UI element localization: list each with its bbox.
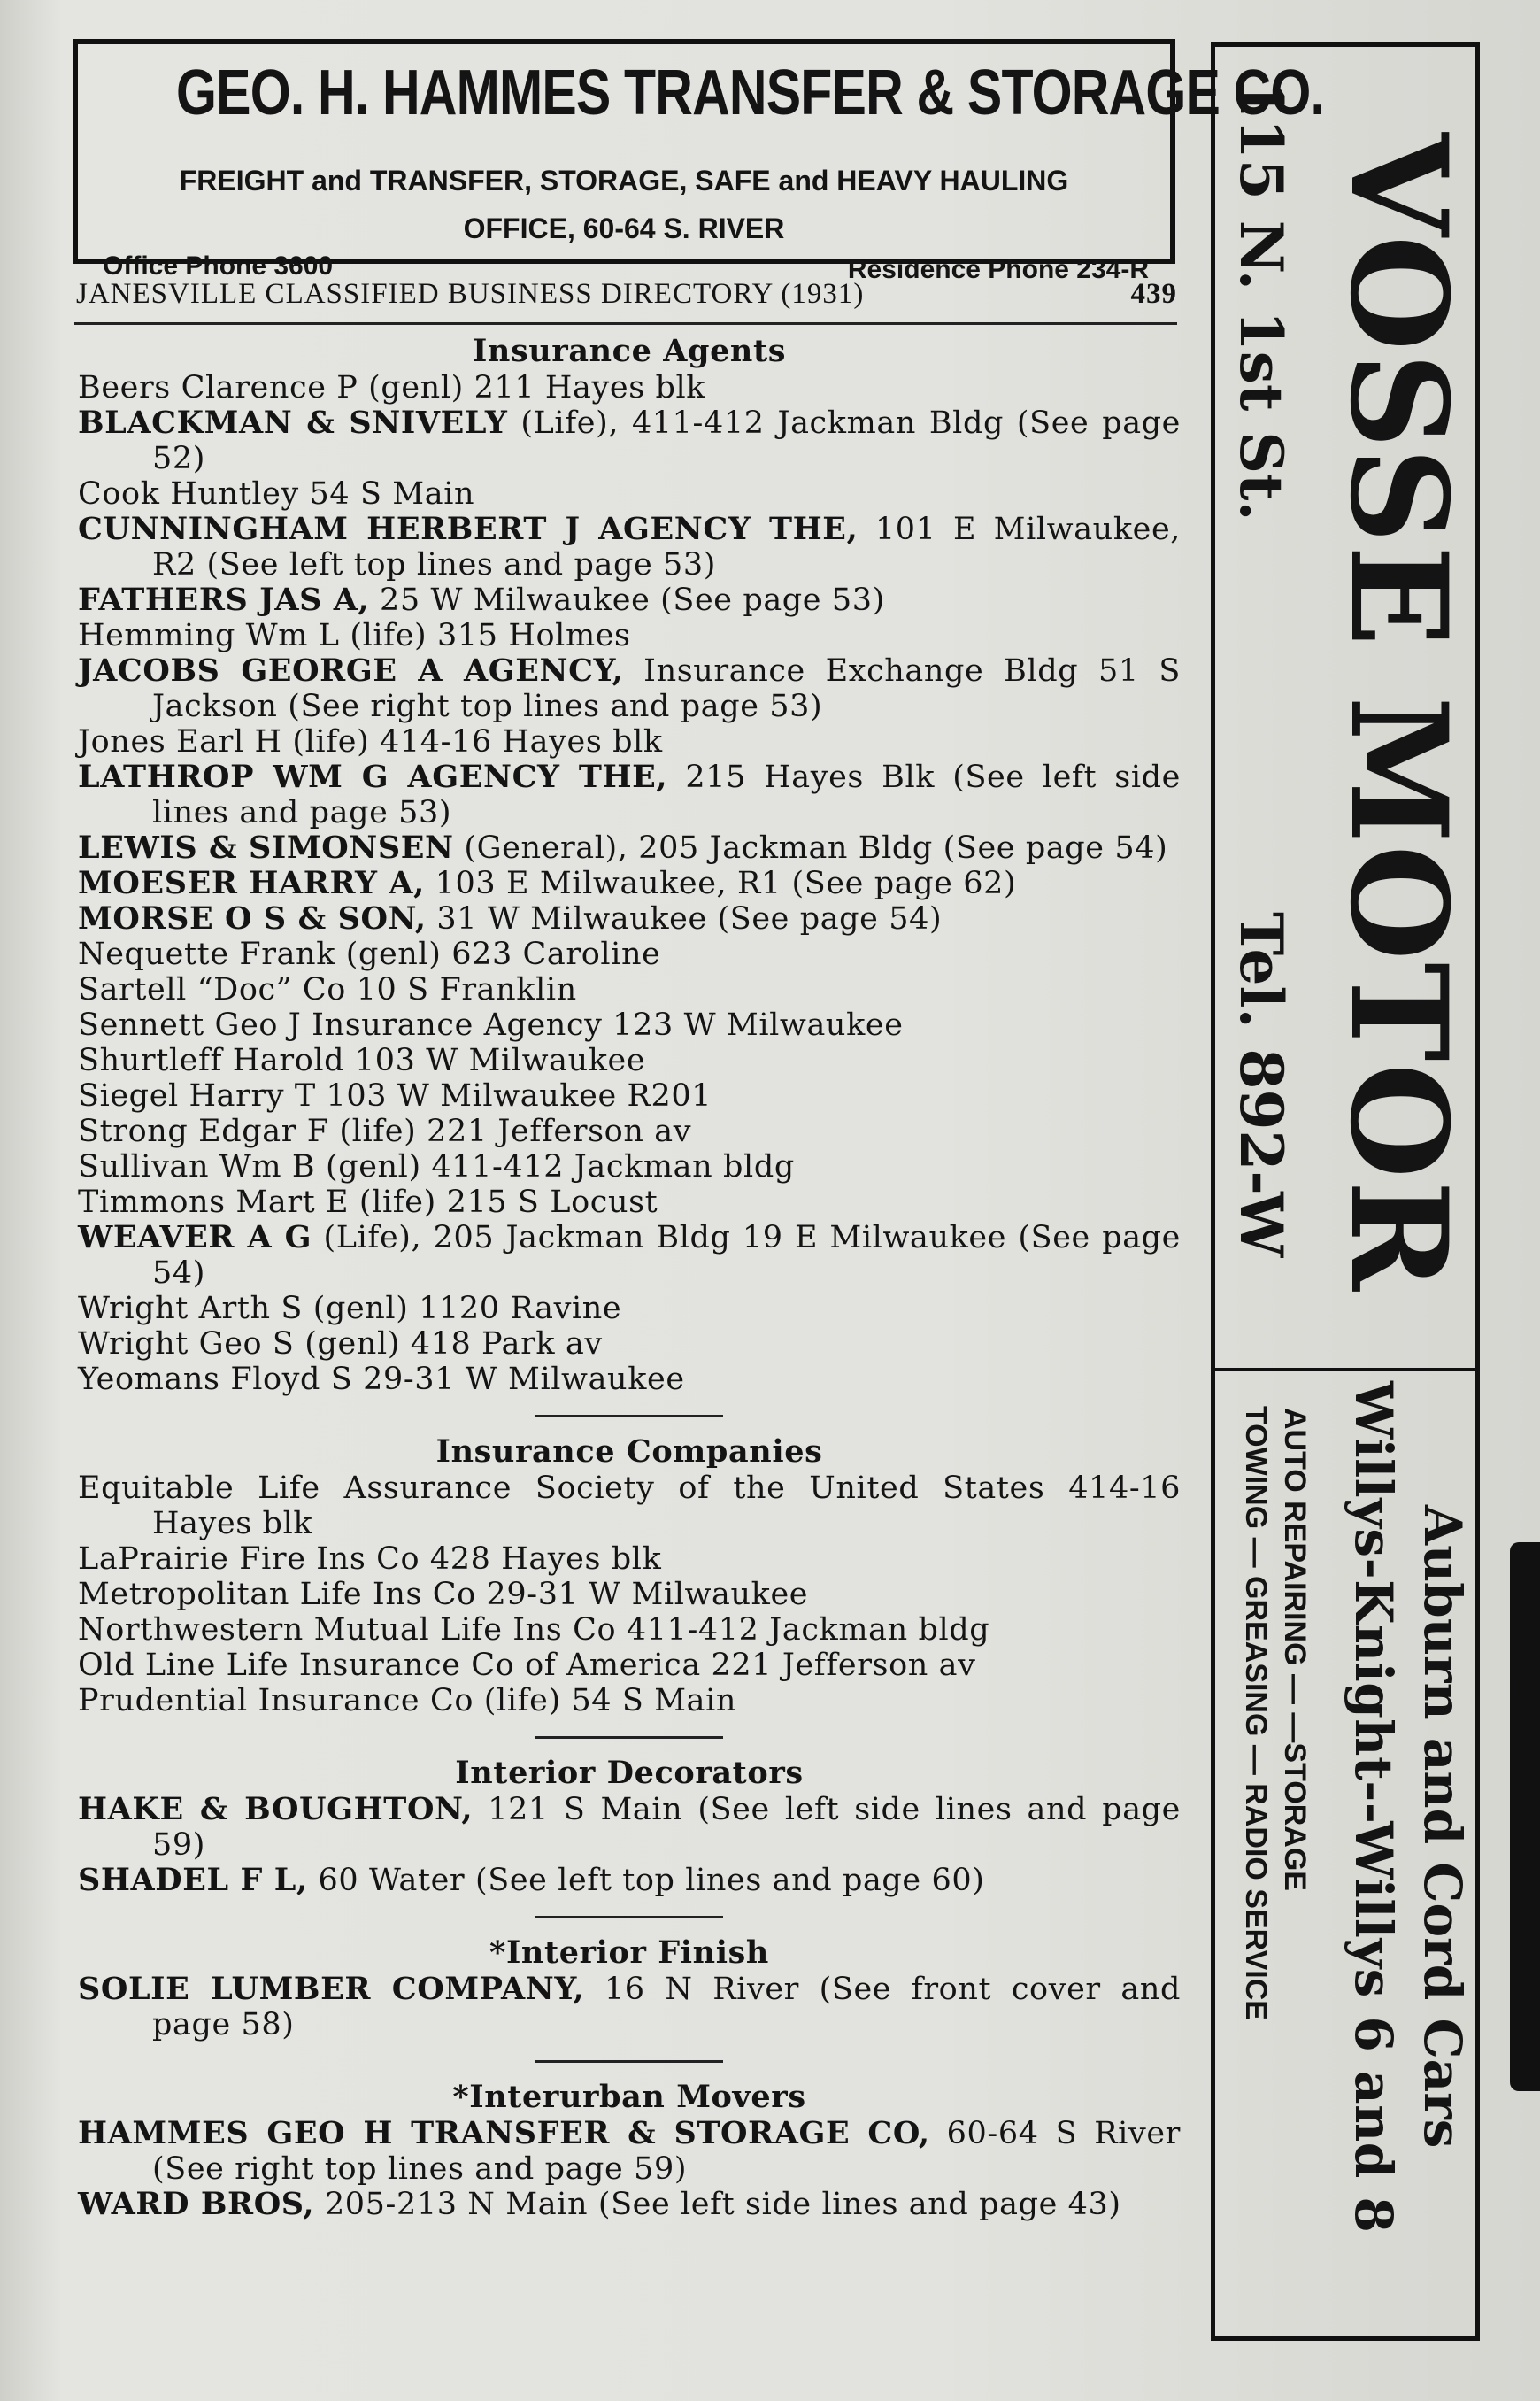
header-rule xyxy=(74,322,1177,325)
directory-entry xyxy=(78,1612,1181,1648)
ad-office-address: OFFICE, 60-64 S. RIVER xyxy=(463,212,785,244)
directory-entry xyxy=(78,618,1181,653)
directory-entry xyxy=(78,1326,1181,1362)
entry-text: LaPrairie Fire Ins Co 428 Hayes blk xyxy=(78,1541,662,1577)
entry-name: HAMMES GEO H TRANSFER & STORAGE CO, xyxy=(78,2115,930,2151)
entry-name: HAKE & BOUGHTON, xyxy=(78,1791,474,1827)
section-heading: Insurance Companies xyxy=(435,1433,823,1470)
running-head-title: JANESVILLE CLASSIFIED BUSINESS DIRECTORY (1931) xyxy=(76,278,865,310)
ad-address: 115 N. 1st St. xyxy=(1227,78,1296,521)
directory-entry xyxy=(78,1577,1181,1612)
listings xyxy=(78,329,1181,2222)
ad-brand: VOSSE MOTOR xyxy=(1321,133,1476,1293)
directory-entry xyxy=(78,583,1181,618)
entry-text: 121 S Main (See left side lines and page 59) xyxy=(152,1792,1181,1863)
directory-entry xyxy=(78,1114,1181,1149)
entry-text: Sartell “Doc” Co 10 S Franklin xyxy=(78,972,577,1007)
entry-text: Timmons Mart E (life) 215 S Locust xyxy=(78,1185,658,1220)
entry-name: BLACKMAN & SNIVELY xyxy=(78,405,508,441)
directory-entry xyxy=(78,1792,1181,1863)
section-heading: Interior Decorators xyxy=(455,1755,804,1791)
entry-text: (General), 205 Jackman Bldg (See page 54) xyxy=(453,830,1168,866)
entry-text: Shurtleff Harold 103 W Milwaukee xyxy=(78,1043,646,1078)
directory-entry xyxy=(78,1007,1181,1043)
entry-name: SHADEL F L, xyxy=(78,1862,308,1898)
directory-entry xyxy=(78,1648,1181,1683)
directory-entry xyxy=(78,2116,1181,2187)
directory-entry xyxy=(78,1863,1181,1898)
directory-entry xyxy=(78,1185,1181,1220)
ad-office-phone: Office Phone 3600 xyxy=(103,251,334,281)
entry-text: Hemming Wm L (life) 315 Holmes xyxy=(78,618,631,653)
directory-entry xyxy=(78,937,1181,972)
page-edge-tab xyxy=(1510,1542,1540,2091)
entry-text: 205-213 N Main (See left side lines and page 43) xyxy=(314,2187,1121,2222)
directory-entry xyxy=(78,1972,1181,2042)
ad-cars: Auburn and Cord Cars xyxy=(1413,1505,1473,2149)
section-heading: *Interior Finish xyxy=(489,1934,769,1971)
directory-entry xyxy=(78,760,1181,830)
entry-name: SOLIE LUMBER COMPANY, xyxy=(78,1971,585,2007)
entry-name: WEAVER A G xyxy=(78,1219,312,1255)
entry-text: 101 E Milwaukee, R2 (See left top lines and page 53) xyxy=(152,512,1181,583)
ad-divider xyxy=(1215,1368,1475,1371)
entry-text: Beers Clarence P (genl) 211 Hayes blk xyxy=(78,370,706,405)
entry-name: FATHERS JAS A, xyxy=(78,582,370,618)
directory-entry xyxy=(78,512,1181,583)
entry-name: CUNNINGHAM HERBERT J AGENCY THE, xyxy=(78,511,859,547)
directory-entry xyxy=(78,1471,1181,1541)
section-divider xyxy=(535,1916,723,1918)
entry-text: Cook Huntley 54 S Main xyxy=(78,476,475,512)
entry-text: (Life), 205 Jackman Bldg 19 E Milwaukee (See page 54) xyxy=(152,1220,1181,1291)
section-heading: *Interurban Movers xyxy=(452,2079,806,2115)
directory-entry xyxy=(78,1078,1181,1114)
entry-name: LEWIS & SIMONSEN xyxy=(78,830,454,866)
directory-entry xyxy=(78,1362,1181,1397)
directory-entry xyxy=(78,1220,1181,1291)
directory-entry xyxy=(78,2187,1181,2222)
entry-text: Yeomans Floyd S 29-31 W Milwaukee xyxy=(78,1362,685,1397)
running-head xyxy=(76,278,1177,320)
entry-name: WARD BROS, xyxy=(78,2186,315,2222)
entry-text: Strong Edgar F (life) 221 Jefferson av xyxy=(78,1114,692,1149)
directory-entry xyxy=(78,1291,1181,1326)
section-divider xyxy=(535,1415,723,1417)
ad-services-1: AUTO REPAIRING — —STORAGE xyxy=(1278,1408,1312,1891)
entry-text: Wright Arth S (genl) 1120 Ravine xyxy=(78,1291,622,1326)
page-number: 439 xyxy=(1130,278,1177,310)
entry-name: JACOBS GEORGE A AGENCY, xyxy=(78,652,624,689)
directory-entry xyxy=(78,901,1181,937)
entry-name: MORSE O S & SON, xyxy=(78,900,427,937)
ad-telephone: Tel. 892-W xyxy=(1227,912,1296,1258)
entry-text: Equitable Life Assurance Society of the United States 414-16 Hayes blk xyxy=(78,1471,1181,1541)
entry-text: Northwestern Mutual Life Ins Co 411-412 Jackman bldg xyxy=(78,1612,990,1648)
entry-text: Insurance Exchange Bldg 51 S Jackson (See right top lines and page 53) xyxy=(152,653,1182,724)
entry-text: Jones Earl H (life) 414-16 Hayes blk xyxy=(78,724,663,760)
section-divider xyxy=(535,2060,723,2063)
entry-text: (Life), 411-412 Jackman Bldg (See page 52) xyxy=(152,405,1181,476)
hammes-advertisement xyxy=(73,39,1325,284)
directory-entry xyxy=(78,972,1181,1007)
directory-entry xyxy=(78,1149,1181,1185)
entry-text: Prudential Insurance Co (life) 54 S Main xyxy=(78,1683,737,1718)
directory-entry xyxy=(78,405,1181,476)
entry-text: 16 N River (See front cover and page 58) xyxy=(152,1972,1181,2042)
entry-text: 60-64 S River (See right top lines and page 59) xyxy=(152,2116,1181,2187)
directory-entry xyxy=(78,724,1181,760)
entry-text: Nequette Frank (genl) 623 Caroline xyxy=(78,937,661,972)
entry-text: 25 W Milwaukee (See page 53) xyxy=(369,583,885,618)
directory-entry xyxy=(78,370,1181,405)
entry-text: Old Line Life Insurance Co of America 221 Jefferson av xyxy=(78,1648,976,1683)
directory-entry xyxy=(78,1541,1181,1577)
entry-text: Sennett Geo J Insurance Agency 123 W Milwaukee xyxy=(78,1007,904,1043)
entry-text: Sullivan Wm B (genl) 411-412 Jackman bldg xyxy=(78,1149,795,1185)
entry-text: Siegel Harry T 103 W Milwaukee R201 xyxy=(78,1078,712,1114)
directory-entry xyxy=(78,1683,1181,1718)
entry-name: LATHROP WM G AGENCY THE, xyxy=(78,759,668,795)
entry-name: MOESER HARRY A, xyxy=(78,865,425,901)
directory-entry xyxy=(78,476,1181,512)
entry-text: 103 E Milwaukee, R1 (See page 62) xyxy=(424,866,1017,901)
ad-willys: Willys-Knight--Willys 6 and 8 xyxy=(1344,1381,1404,2234)
directory-entry xyxy=(78,866,1181,901)
directory-entry xyxy=(78,653,1181,724)
entry-text: 31 W Milwaukee (See page 54) xyxy=(426,901,943,937)
section-heading: Insurance Agents xyxy=(472,333,787,369)
section-divider xyxy=(535,1736,723,1739)
ad-residence-phone: Residence Phone 234-R xyxy=(847,255,1149,284)
entry-text: Metropolitan Life Ins Co 29-31 W Milwaukee xyxy=(78,1577,809,1612)
entry-text: 60 Water (See left top lines and page 60) xyxy=(307,1863,985,1898)
entry-text: Wright Geo S (genl) 418 Park av xyxy=(78,1326,603,1362)
ad-services: FREIGHT and TRANSFER, STORAGE, SAFE and HEAVY HAULING xyxy=(179,165,1069,197)
directory-entry xyxy=(78,1043,1181,1078)
ad-title: GEO. H. HAMMES TRANSFER & STORAGE CO. xyxy=(176,58,1325,128)
entry-text: 215 Hayes Blk (See left side lines and page 53) xyxy=(152,760,1181,830)
directory-entry xyxy=(78,830,1181,866)
ad-services-2: TOWING — GREASING — RADIO SERVICE xyxy=(1239,1406,1273,2020)
